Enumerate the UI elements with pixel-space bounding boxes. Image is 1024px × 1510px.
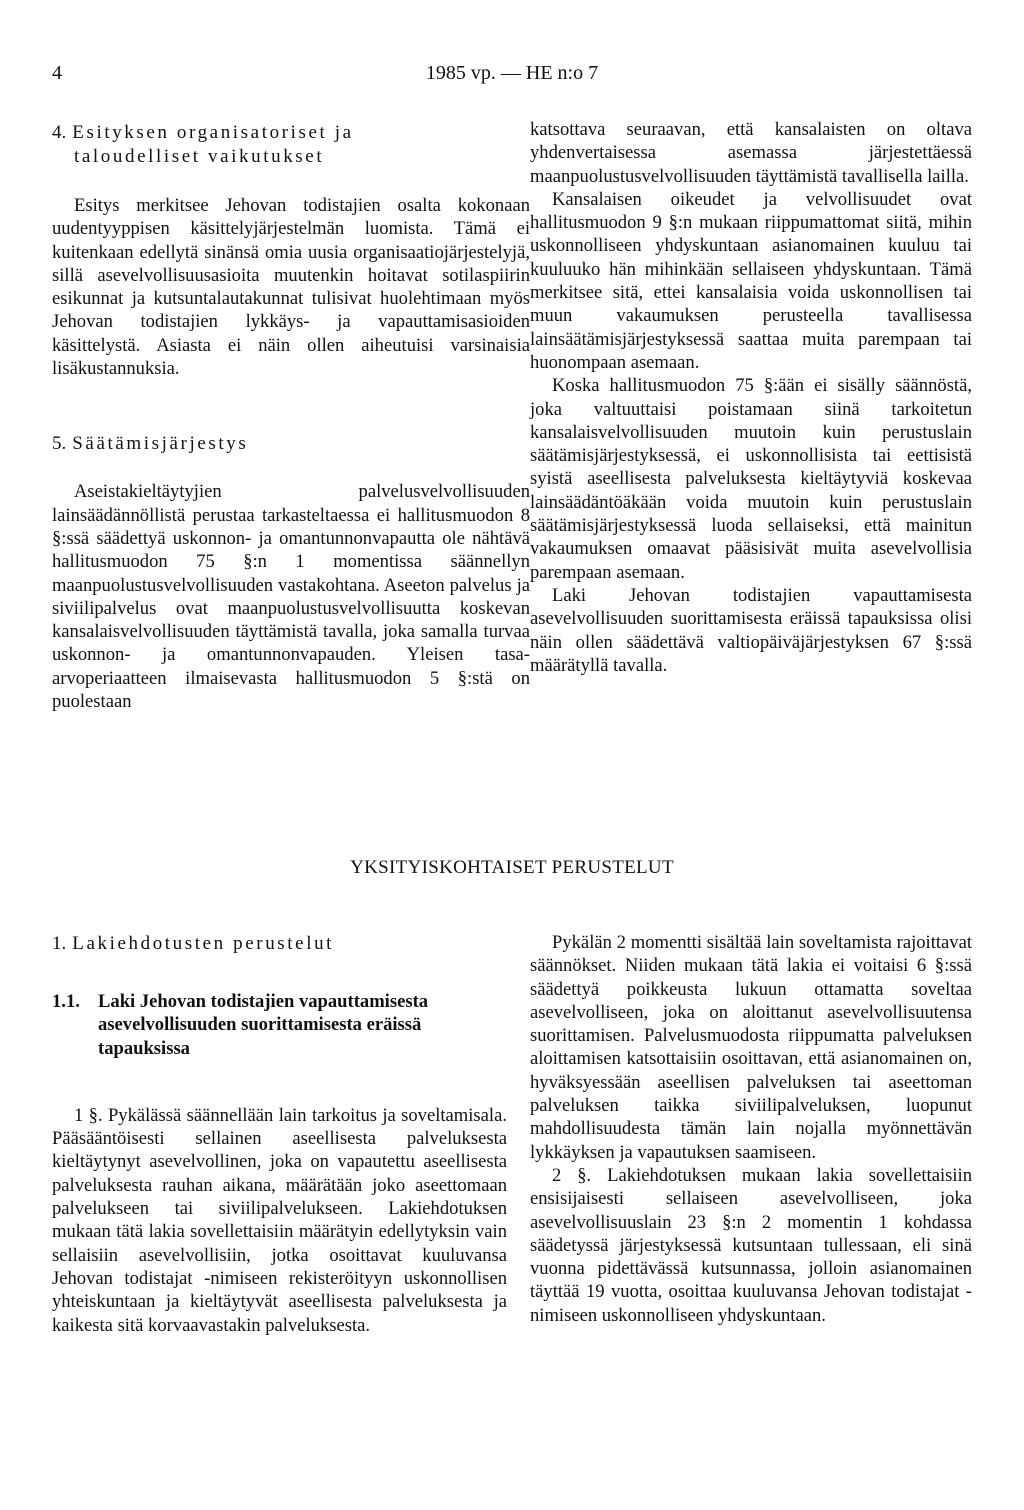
subsection-number: 1.1. — [52, 991, 80, 1012]
running-header: 1985 vp. — HE n:o 7 — [425, 62, 599, 84]
page-number: 4 — [52, 62, 62, 84]
pykala-1-momentti-2: Pykälän 2 momentti sisältää lain soveltamista rajoittavat säännökset. Niiden mukaan tätä lakia ei voitaisi 6 §:ssä säädettyä poikkeusta lukuun ottamatta soveltaa asevelvolliseen, joka on aloittanut asevelvollisuutensa suorittamisen. Palvelusmuodosta riippumatta palveluksen aloittamisen katsottaisiin osoittavan, että asianomainen on, hyväksyessään aseellisen palveluksen tai aseettoman palveluksen taikka siviilipalveluksen, luopunut mahdollisuudesta tämän lain nojalla myönnettävän lykkäyksen ja vapautuksen saamiseen. — [530, 932, 972, 1163]
right-column-bottom — [530, 931, 972, 1327]
right-paragraph-2: Kansalaisen oikeudet ja velvollisuudet ovat hallitusmuodon 9 §:n mukaan riippumattomat siitä, mihin uskonnolliseen yhdyskuntaan asianomainen kuuluu tai kuuluuko hän mihinkään sellaiseen yhdyskuntaan. Tämä merkitsee sitä, ettei kansalaisia voida uskonnollisen tai muun vakaumuksen perusteella tavallisessa lainsäätämisjärjestyksessä saattaa muita parempaan tai huonompaan asemaan. — [530, 188, 972, 373]
section-1-number: 1. — [52, 933, 67, 954]
subsection-title-line1: Laki Jehovan todistajien vapauttamisesta — [98, 991, 429, 1012]
right-paragraph-3: Koska hallitusmuodon 75 §:ään ei sisälly säännöstä, joka valtuuttaisi poistamaan siinä tarkoitetun kansalaisvelvollisuuden muutoin kuin perustuslain säätämisjärjestyksessä, ei uskonnollisista tai eettisistä syistä aseellisesta palveluksesta kieltäytyviä koskevaa lainsäädäntöäkään voida muutoin kuin perustuslain säätämisjärjestyksessä luoda sellaiseksi, että mainitun vakaumuksen omaavat pääsisivät muita asevelvollisia parempaan asemaan. — [530, 375, 972, 583]
section-5-number: 5. — [52, 433, 67, 455]
pykala-1-paragraph: 1 §. Pykälässä säännellään lain tarkoitus ja soveltamisala. Pääsääntöisesti sellainen aseellisesta palveluksesta kieltäytynyt asevelvollinen, joka on vapautettu aseellisesta palveluksesta rauhan aikana, määrätään joko aseettomaan palvelukseen tai siviilipalvelukseen. Lakiehdotuksen mukaan tätä lakia sovellettaisiin määrätyin edellytyksin vain sellaisiin asevelvollisiin, jotka osoittavat kuuluvansa Jehovan todistajat -nimiseen rekisteröityyn uskonnollisen yhteiskuntaan ja kieltäytyvät aseellisesta palveluksesta ja kaikesta sitä korvaavastakin palveluksesta. — [52, 1104, 507, 1336]
subsection-title-line2: asevelvollisuuden suorittamisesta eräissä — [98, 1014, 422, 1036]
section-1-title: Lakiehdotusten perustelut — [72, 933, 335, 954]
right-column-top — [530, 118, 972, 677]
section-5-title: Säätämisjärjestys — [72, 433, 249, 455]
left-column-top — [52, 121, 530, 713]
left-column-bottom — [52, 932, 507, 1337]
subsection-title — [98, 990, 428, 1060]
section-5-paragraph: Aseistakieltäytyjien palvelusvelvollisuuden lainsäädännöllistä perustaa tarkasteltaessa ei hallitusmuodon 8 §:ssä säädettyä uskonnon- ja omantunnonvapautta ole nähtävä hallitusmuodon 75 §:n 1 momentissa säännellyn maanpuolustusvelvollisuuden vastakohtana. Aseeton palvelus ja siviilipalvelus ovat maanpuolustusvelvollisuutta koskevan kansalaisvelvollisuuden täyttämistä tavalla, joka samalla turvaa uskonnon- ja omantunnonvapauden. Yleisen tasa-arvoperiaatteen ilmaisevasta hallitusmuodon 5 §:stä on puolestaan — [52, 481, 530, 713]
details-heading: YKSITYISKOHTAISET PERUSTELUT — [350, 857, 674, 878]
subsection-heading — [52, 990, 507, 1060]
section-4-number: 4. — [52, 122, 67, 143]
section-4-heading — [52, 121, 530, 145]
right-paragraph-4: Laki Jehovan todistajien vapauttamisesta asevelvollisuuden suorittamisesta eräissä tapauksissa olisi näin ollen säädettävä valtiopäiväjärjestyksen 67 §:ssä määrätyllä tavalla. — [530, 584, 972, 676]
section-4-title-line1: Esityksen organisatoriset ja — [72, 122, 354, 143]
section-4-title-line2: taloudelliset vaikutukset — [74, 146, 325, 167]
section-1-heading — [52, 932, 507, 956]
subsection-title-line3: tapauksissa — [98, 1037, 190, 1059]
right-paragraph-1: katsottava seuraavan, että kansalaisten on oltava yhdenvertaisessa asemassa järjestettäessä maanpuolustusvelvollisuuden täyttämistä tavallisella lailla. — [530, 119, 972, 187]
pykala-2-paragraph: 2 §. Lakiehdotuksen mukaan lakia sovellettaisiin ensisijaisesti sellaiseen asevelvolliseen, joka asevelvollisuuslain 23 §:n 2 momentin 1 kohdassa säädetyssä järjestyksessä kutsuntaan tullessaan, eli sinä vuonna pidettävässä kutsunnassa, jolloin asianomainen täyttää 19 vuotta, osoittaa kuuluvansa Jehovan todistajat -nimiseen uskonnolliseen yhdyskuntaan. — [530, 1164, 972, 1326]
section-4-paragraph: Esitys merkitsee Jehovan todistajien osalta kokonaan uudentyyppisen käsittelyjärjestelmän luomista. Tämä ei kuitenkaan edellytä sinänsä omia uusia organisaatiojärjestelyjä, sillä asevelvollisuusasioita muutenkin hoitavat sotilaspiirin esikunnat ja kutsuntalautakunnat tulisivat huolehtimaan myös Jehovan todistajien lykkäys- ja vapauttamisasioiden käsittelystä. Asiasta ei näin ollen aiheutuisi varsinaisia lisäkustannuksia. — [52, 195, 530, 380]
section-5-heading — [52, 432, 530, 456]
